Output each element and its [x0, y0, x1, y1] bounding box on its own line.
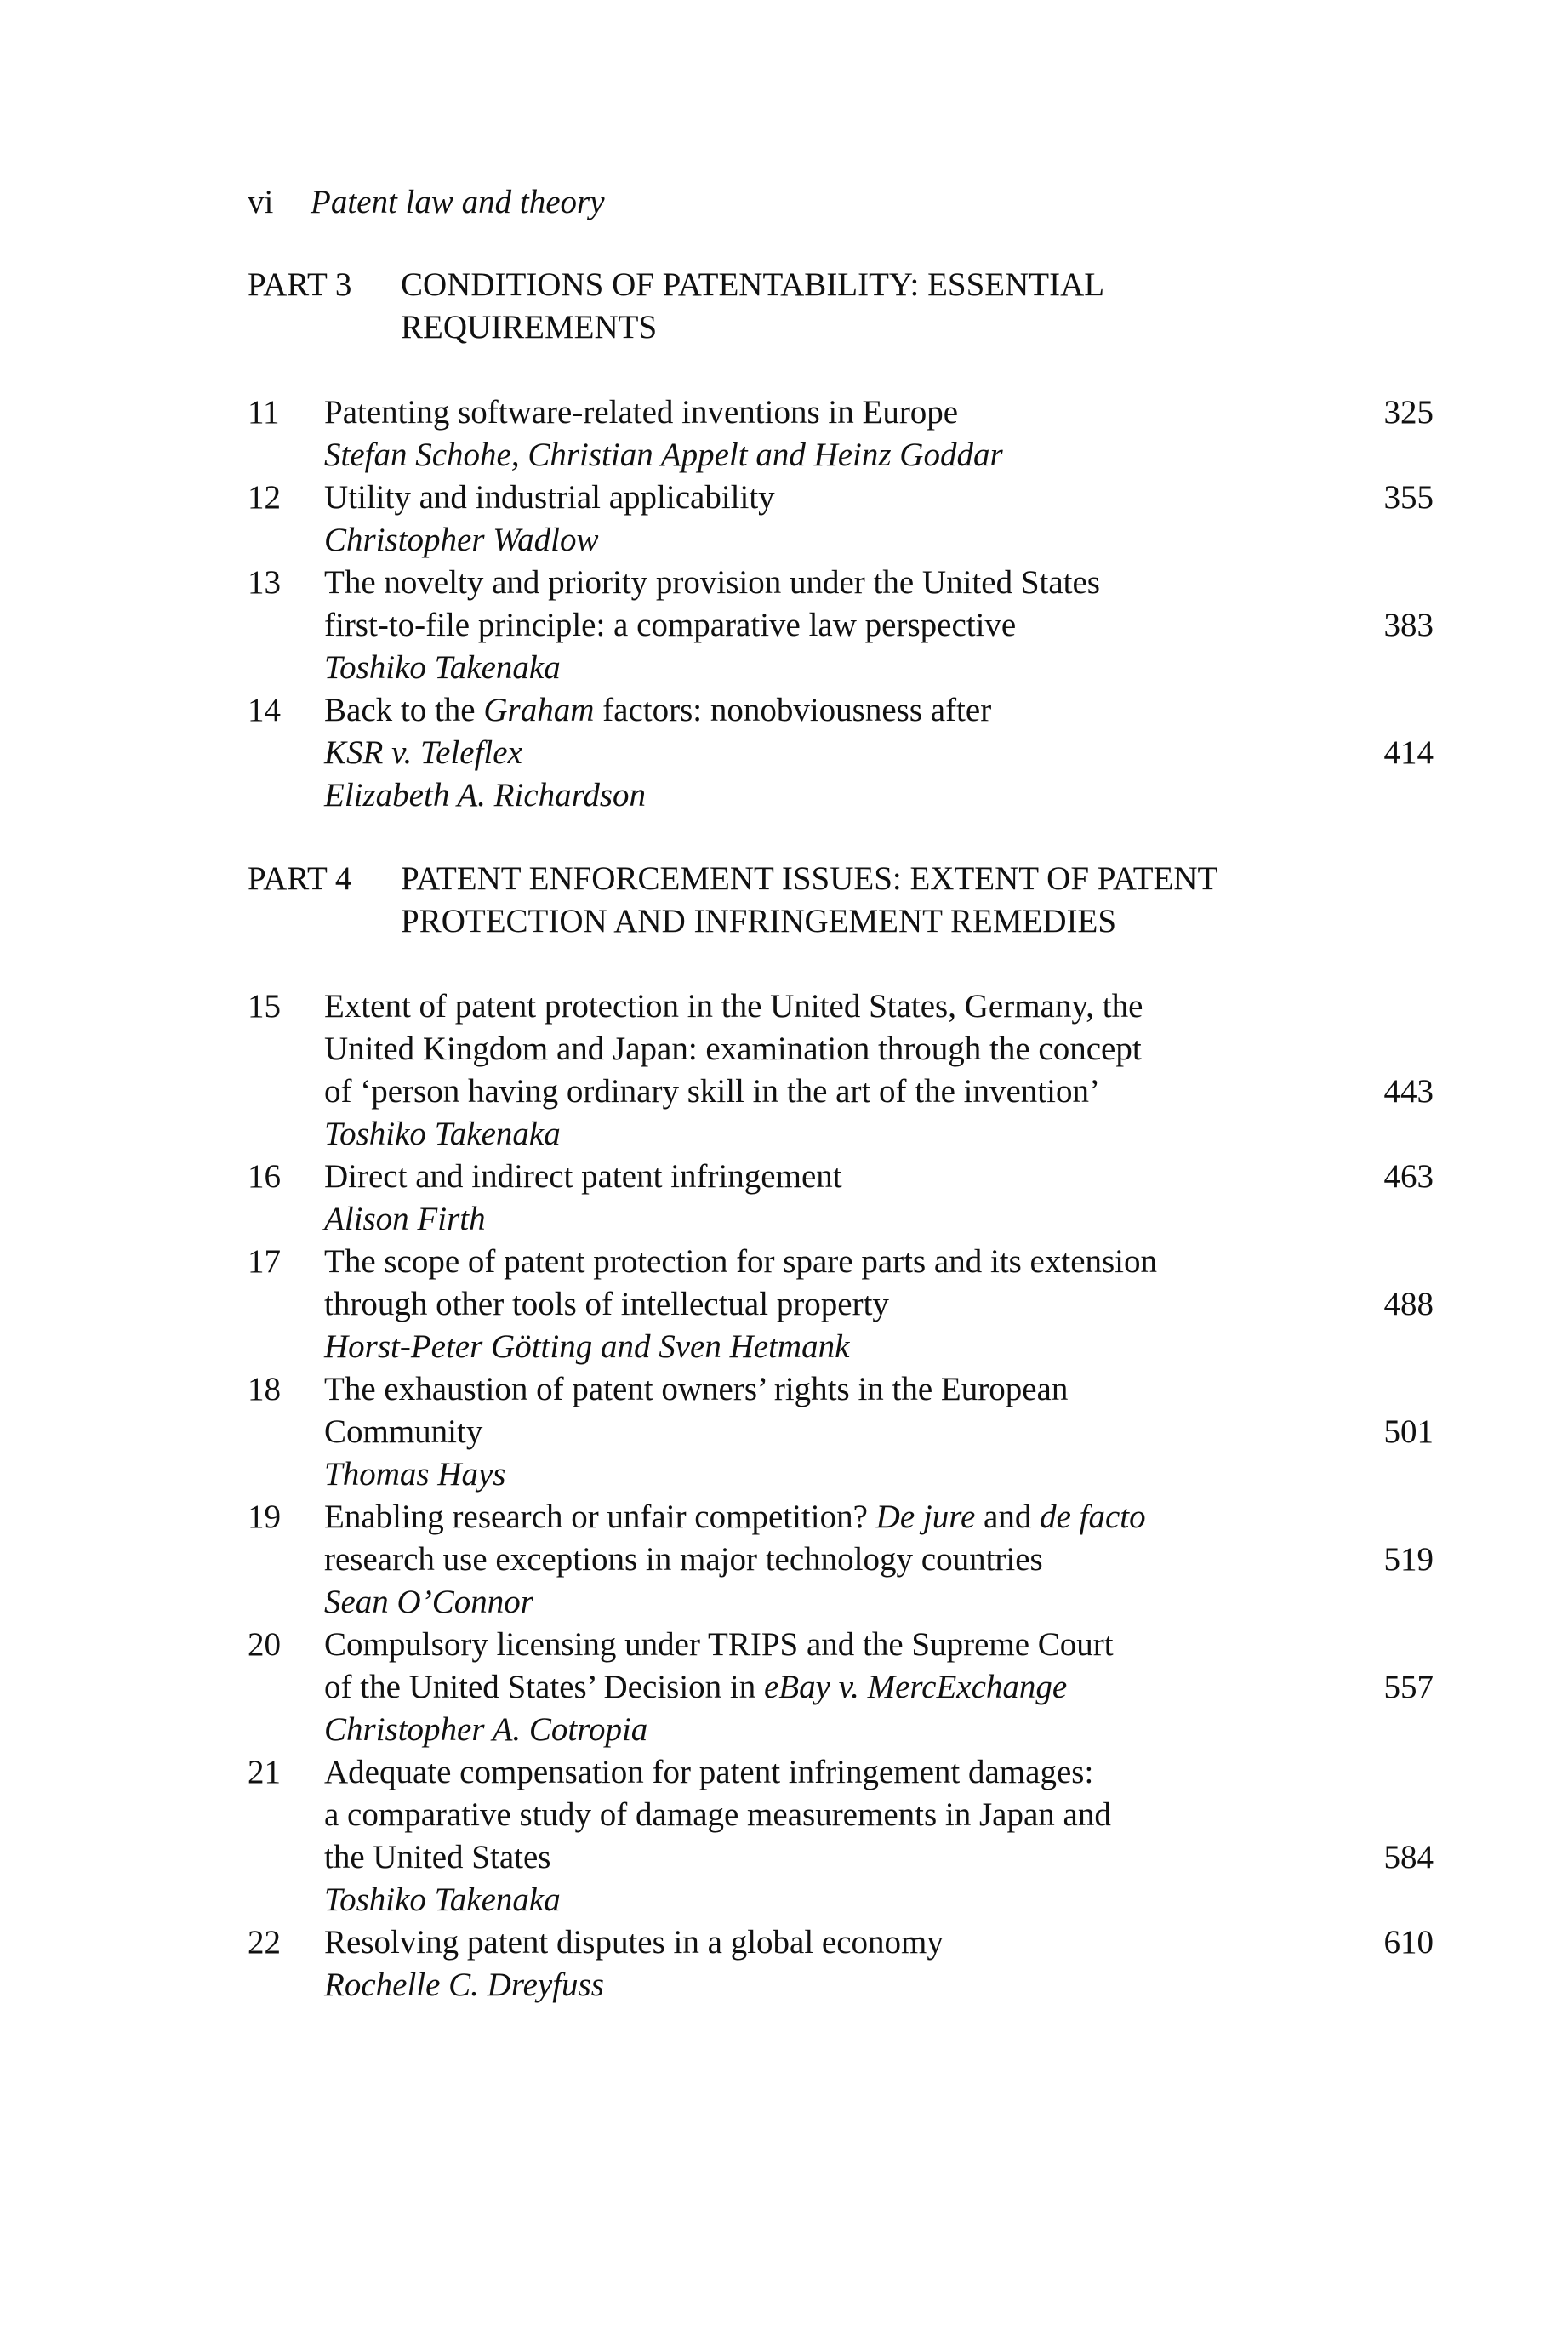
chapter-title: of ‘person having ordinary skill in the art of the invention’ 443 — [324, 1070, 1200, 1113]
chapter-number: 15 — [248, 988, 281, 1025]
part-4-contents — [248, 985, 1434, 2007]
chapter-number: 14 — [248, 692, 281, 728]
toc-entry — [248, 1751, 1434, 1921]
chapter-title: Utility and industrial applicability 355 — [324, 477, 1200, 519]
chapter-author: Toshiko Takenaka — [324, 1116, 561, 1152]
chapter-author: Elizabeth A. Richardson — [324, 777, 647, 813]
chapter-title: The exhaustion of patent owners’ rights in the European — [324, 1371, 1069, 1407]
chapter-number: 12 — [248, 479, 281, 516]
part-title-line: CONDITIONS OF PATENTABILITY: ESSENTIAL — [401, 266, 1105, 303]
chapter-title: Back to the Graham factors: nonobviousness after — [324, 692, 992, 728]
part-label: PART 4 — [248, 860, 352, 897]
toc-entry — [248, 477, 1434, 562]
running-head — [248, 181, 605, 224]
page-number: 488 — [1383, 1286, 1434, 1322]
chapter-title: Adequate compensation for patent infringement damages: — [324, 1754, 1094, 1790]
part-title-line: REQUIREMENTS — [401, 309, 658, 345]
chapter-number: 20 — [248, 1626, 281, 1663]
chapter-number: 19 — [248, 1499, 281, 1535]
chapter-title: Direct and indirect patent infringement 463 — [324, 1156, 1200, 1198]
chapter-author: Christopher Wadlow — [324, 522, 599, 558]
chapter-title: Patenting software-related inventions in Europe 325 — [324, 391, 1200, 434]
toc-entry — [248, 1921, 1434, 2007]
chapter-author: Stefan Schohe, Christian Appelt and Heinz Goddar — [324, 437, 1003, 473]
chapter-number: 13 — [248, 564, 281, 601]
chapter-title: research use exceptions in major technology countries 519 — [324, 1539, 1200, 1581]
part-title-line: PROTECTION AND INFRINGEMENT REMEDIES — [401, 903, 1117, 939]
chapter-number: 11 — [248, 394, 280, 431]
chapter-title: KSR v. Teleflex 414 — [324, 732, 1200, 774]
toc-entry — [248, 689, 1434, 817]
page-number: 501 — [1383, 1413, 1434, 1450]
toc-entry — [248, 1496, 1434, 1624]
chapter-title: first-to-file principle: a comparative law perspective 383 — [324, 604, 1200, 647]
chapter-title: Resolving patent disputes in a global economy 610 — [324, 1921, 1200, 1964]
page-number: 519 — [1383, 1541, 1434, 1578]
chapter-author: Sean O’Connor — [324, 1584, 533, 1620]
chapter-title: Enabling research or unfair competition? De jure and de facto — [324, 1499, 1146, 1535]
toc-entry — [248, 1624, 1434, 1751]
chapter-author: Rochelle C. Dreyfuss — [324, 1967, 604, 2003]
chapter-number: 17 — [248, 1243, 281, 1280]
toc-entry — [248, 562, 1434, 689]
part-3-contents — [248, 391, 1434, 817]
toc-entry — [248, 985, 1434, 1156]
part-label: PART 3 — [248, 266, 352, 303]
page-number: 610 — [1383, 1924, 1434, 1961]
chapter-author: Alison Firth — [324, 1201, 486, 1237]
toc-entry — [248, 1241, 1434, 1368]
chapter-title: The scope of patent protection for spare parts and its extension — [324, 1243, 1158, 1280]
book-title: Patent law and theory — [311, 184, 605, 220]
page-number: 463 — [1383, 1158, 1434, 1195]
chapter-title: through other tools of intellectual property 488 — [324, 1283, 1200, 1326]
chapter-author: Thomas Hays — [324, 1456, 506, 1493]
page-number: 355 — [1383, 479, 1434, 516]
chapter-title: The novelty and priority provision under the United States — [324, 564, 1100, 601]
chapter-title: of the United States’ Decision in eBay v. MercExchange 557 — [324, 1666, 1200, 1709]
page-number: 414 — [1383, 734, 1434, 771]
chapter-author: Christopher A. Cotropia — [324, 1711, 648, 1748]
part-title — [401, 858, 1354, 943]
chapter-author: Toshiko Takenaka — [324, 1881, 561, 1918]
part-title — [401, 264, 1354, 349]
chapter-author: Toshiko Takenaka — [324, 649, 561, 686]
chapter-number: 18 — [248, 1371, 281, 1407]
chapter-number: 22 — [248, 1924, 281, 1961]
chapter-number: 21 — [248, 1754, 281, 1790]
page-folio: vi — [248, 184, 274, 220]
chapter-title: United Kingdom and Japan: examination through the concept — [324, 1030, 1142, 1067]
chapter-title: the United States 584 — [324, 1836, 1200, 1879]
chapter-title: a comparative study of damage measurements in Japan and — [324, 1796, 1111, 1833]
toc-entry — [248, 1368, 1434, 1496]
chapter-title: Compulsory licensing under TRIPS and the Supreme Court — [324, 1626, 1114, 1663]
page-number: 443 — [1383, 1073, 1434, 1110]
part-title-line: PATENT ENFORCEMENT ISSUES: EXTENT OF PATENT — [401, 860, 1218, 897]
chapter-title: Community 501 — [324, 1411, 1200, 1453]
page-number: 584 — [1383, 1839, 1434, 1875]
chapter-title: Extent of patent protection in the United States, Germany, the — [324, 988, 1143, 1025]
page-number: 557 — [1383, 1669, 1434, 1705]
page-number: 383 — [1383, 607, 1434, 643]
chapter-number: 16 — [248, 1158, 281, 1195]
chapter-author: Horst-Peter Götting and Sven Hetmank — [324, 1328, 850, 1365]
toc-entry — [248, 391, 1434, 477]
page-number: 325 — [1383, 394, 1434, 431]
toc-entry — [248, 1156, 1434, 1241]
